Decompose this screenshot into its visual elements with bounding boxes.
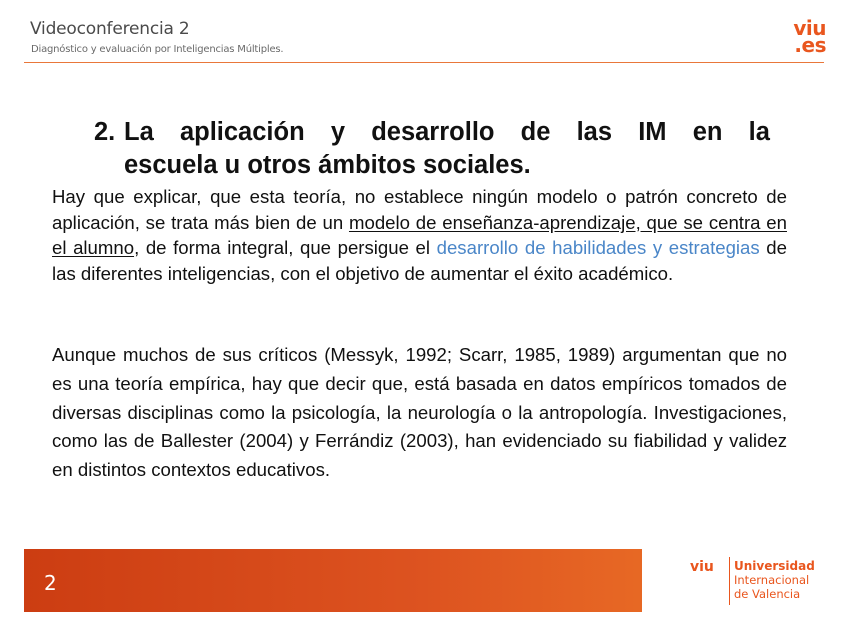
- heading-word: IM: [638, 118, 667, 146]
- university-viu-mark: viu: [690, 559, 714, 575]
- header-subtitle: Diagnóstico y evaluación por Inteligencias Múltiples.: [31, 44, 284, 55]
- heading-line2: escuela u otros ámbitos sociales.: [124, 151, 531, 179]
- heading-word: y: [330, 118, 346, 146]
- heading-word: La: [124, 118, 154, 146]
- university-logo: [642, 549, 824, 612]
- heading-word: desarrollo: [371, 118, 495, 146]
- slide-footer: [24, 549, 824, 612]
- heading-word: de: [520, 118, 551, 146]
- paragraph-1-text-c: de las diferentes inteligencias, con el objetivo de aumentar el éxito académico.: [52, 237, 787, 284]
- logo-line2: .es: [794, 33, 826, 57]
- header-divider: [24, 62, 824, 63]
- page-number: 2: [44, 571, 57, 595]
- university-line1: Universidad: [734, 559, 815, 573]
- heading-number: 2.: [94, 118, 116, 146]
- heading-word: aplicación: [179, 118, 305, 146]
- heading-word: en: [692, 118, 723, 146]
- heading-line1: [124, 115, 770, 149]
- highlighted-phrase: desarrollo de habilidades y estrategias: [436, 237, 760, 258]
- paragraph-1-text-a: Hay que explicar, que esta teoría, no establece ningún modelo o patrón concreto de aplicación, se trata más bien de un: [52, 186, 787, 233]
- slide-header: [0, 0, 848, 70]
- university-line2: Internacional: [734, 573, 810, 587]
- paragraph-1-text-b: , de forma integral, que persigue el: [134, 237, 437, 258]
- viu-logo: [786, 16, 826, 57]
- logo-line1: viu: [793, 16, 826, 40]
- underlined-phrase: modelo de enseñanza-aprendizaje, que se centra en el alumno: [52, 211, 787, 258]
- logo-divider: [729, 557, 730, 605]
- heading-word: la: [748, 118, 770, 146]
- paragraph-2: Aunque muchos de sus críticos (Messyk, 1992; Scarr, 1985, 1989) argumentan que no es una teoría empírica, hay que decir que, está basada en datos empíricos tomados de diversas disciplinas como la psicología, la neurología o la antropología. Investigaciones, como las de Ballester (2004) y Ferrándiz (2003), han evidenciado su fiabilidad y validez en distintos contextos educativos.: [52, 344, 787, 481]
- university-name: [734, 559, 815, 601]
- header-title: Videoconferencia 2: [30, 19, 190, 39]
- paragraph-1: [52, 184, 787, 286]
- heading-word: las: [576, 118, 613, 146]
- university-line3: de Valencia: [734, 587, 801, 601]
